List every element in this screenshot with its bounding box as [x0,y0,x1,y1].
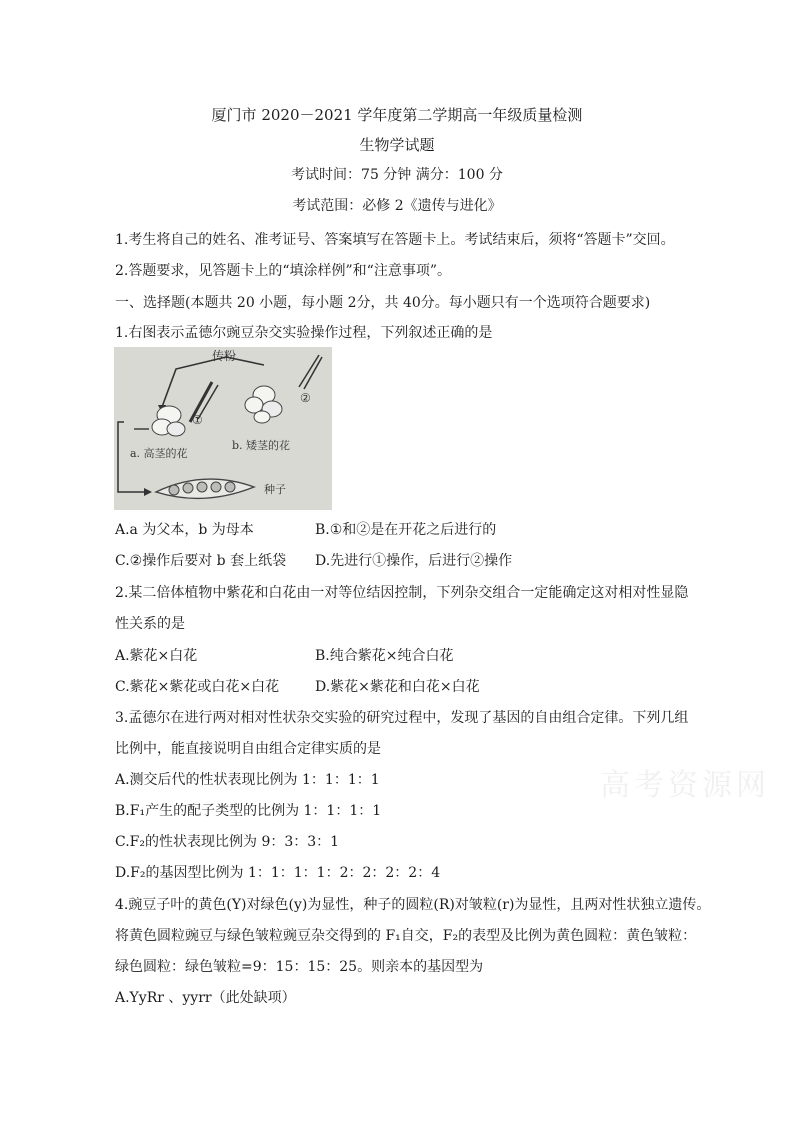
subject-title: 生物学试题 [359,136,435,154]
q2-option-b: B.纯合紫花×纯合白花 [315,648,454,664]
q3-option-c: C.F₂的性状表现比例为 9：3：3：1 [115,834,340,850]
section-title: 一、选择题(本题共 20 小题，每小题 2分，共 40分。每小题只有一个选项符合题要求) [115,295,651,311]
question-4-stem-3: 绿色圆粒：绿色皱粒=9：15：15：25。则亲本的基因型为 [115,959,484,975]
q1-option-b: B.①和②是在开花之后进行的 [315,522,497,538]
q3-option-a: A.测交后代的性状表现比例为 1：1：1：1 [115,772,380,788]
watermark: 高考资源网 [600,768,770,803]
question-2-stem-1: 2.某二倍体植物中紫花和白花由一对等位结因控制，下列杂交组合一定能确定这对相对性显隐 [115,585,689,601]
q1-option-d: D.先进行①操作，后进行②操作 [315,553,513,569]
flower-a-label: a. 高茎的花 [130,447,188,460]
q3-option-d: D.F₂的基因型比例为 1：1：1：1：2：2：2：2：4 [115,865,441,881]
q2-option-a: A.紫花×白花 [115,648,198,664]
question-3-stem-1: 3.孟德尔在进行两对相对性状杂交实验的研究过程中，发现了基因的自由组合定律。下列几组 [115,710,689,726]
instruction-2: 2.答题要求，见答题卡上的“填涂样例”和“注意事项”。 [115,263,451,279]
instruction-1: 1.考生将自己的姓名、准考证号、答案填写在答题卡上。考试结束后，须将“答题卡”交回。 [115,232,675,248]
question-4-stem-1: 4.豌豆子叶的黄色(Y)对绿色(y)为显性，种子的圆粒(R)对皱粒(r)为显性，且两对性状独立遗传。 [115,897,711,913]
transfer-label: 传粉 [212,349,237,363]
q2-option-d: D.紫花×紫花和白花×白花 [315,679,480,695]
question-4-stem-2: 将黄色圆粒豌豆与绿色皱粒豌豆杂交得到的 F₁自交，F₂的表型及比例为黄色圆粒：黄色皱粒： [115,928,697,944]
question-3-stem-2: 比例中，能直接说明自由组合定律实质的是 [115,741,381,757]
flower-b-label: b. 矮茎的花 [232,439,291,452]
exam-scope: 考试范围：必修 2《遗传与进化》 [292,198,502,214]
pea-hybridization-figure [114,347,332,510]
seed-label: 种子 [264,483,286,496]
q3-option-b: B.F₁产生的配子类型的比例为 1：1：1：1 [115,803,382,819]
exam-title: 厦门市 2020－2021 学年度第二学期高一年级质量检测 [211,106,583,124]
q4-option-a: A.YyRr 、yyrr（此处缺项） [115,990,296,1006]
pea-cross-diagram [114,347,332,510]
exam-info: 考试时间：75 分钟 满分：100 分 [291,167,503,183]
q1-option-c: C.②操作后要对 b 套上纸袋 [115,553,287,569]
q1-option-a: A.a 为父本，b 为母本 [115,522,254,538]
step-1-label: ① [192,413,203,427]
q2-option-c: C.紫花×紫花或白花×白花 [115,679,280,695]
step-2-label: ② [300,391,311,405]
question-2-stem-2: 性关系的是 [115,616,185,632]
question-1-stem: 1.右图表示孟德尔豌豆杂交实验操作过程，下列叙述正确的是 [115,325,493,341]
